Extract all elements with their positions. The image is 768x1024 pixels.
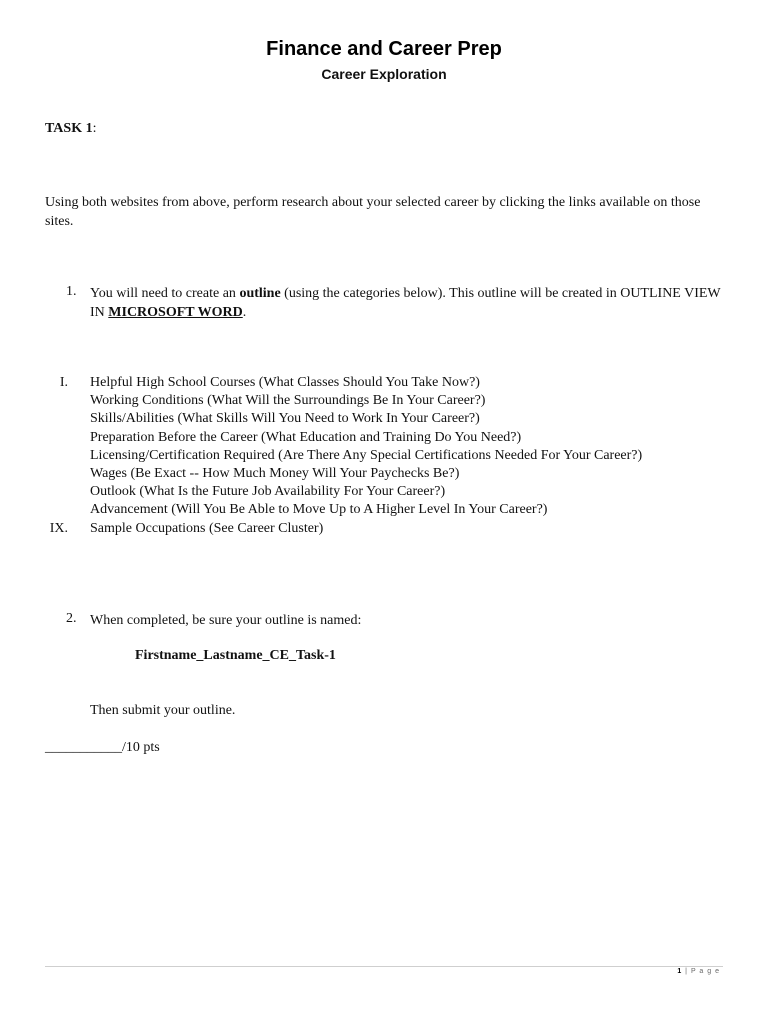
- outline-item: [0, 483, 768, 501]
- outline-item-text: Helpful High School Courses (What Classes Should You Take Now?): [90, 375, 480, 390]
- outline-item-text: Outlook (What Is the Future Job Availability For Your Career?): [90, 484, 446, 500]
- outline-item-text: Sample Occupations (See Career Cluster): [90, 520, 324, 536]
- outline-item-text: Advancement (Will You Be Able to Move Up to A Higher Level In Your Career?): [90, 502, 548, 518]
- step-2-number: 2.: [66, 611, 77, 626]
- step-1-text-a: You will need to create an: [90, 286, 240, 301]
- career-outline-list: [0, 374, 768, 538]
- task-label: TASK 1: [45, 121, 93, 136]
- step-1-number: 1.: [66, 284, 77, 299]
- task-colon: :: [92, 121, 97, 136]
- intro-paragraph: Using both websites from above, perform research about your selected career by clicking the links available on those sites.: [45, 195, 701, 229]
- outline-item: [0, 520, 768, 538]
- document-subtitle: Career Exploration: [321, 66, 447, 82]
- outline-item: [0, 374, 768, 392]
- outline-item: [0, 501, 768, 519]
- outline-item: [0, 429, 768, 447]
- outline-item: [0, 447, 768, 465]
- outline-item-text: Licensing/Certification Required (Are There Any Special Certifications Needed For Your Career?): [90, 447, 643, 463]
- outline-item: [0, 392, 768, 410]
- step-1-bold-word: outline: [239, 286, 281, 301]
- task-heading: [45, 121, 96, 137]
- document-title: Finance and Career Prep: [266, 38, 502, 60]
- outline-item-number: I.: [59, 375, 68, 390]
- step-2-text: When completed, be sure your outline is named:: [90, 613, 362, 628]
- outline-item-number: IX.: [49, 520, 68, 536]
- step-1-text: [90, 284, 730, 322]
- step-1-underlined: MICROSOFT WORD: [108, 305, 243, 320]
- required-filename: Firstname_Lastname_CE_Task-1: [135, 648, 336, 663]
- outline-item-text: Wages (Be Exact -- How Much Money Will Your Paychecks Be?): [90, 465, 460, 481]
- outline-item: [0, 465, 768, 483]
- outline-item: [0, 410, 768, 428]
- page-label: P a g e: [690, 968, 720, 975]
- page-separator: |: [682, 968, 691, 975]
- step-1-text-b: (using the categories below). This outline will be created in OUTLINE VIEW IN: [90, 286, 721, 320]
- outline-item-text: Working Conditions (What Will the Surroundings Be In Your Career?): [90, 393, 486, 409]
- score-line: ___________/10 pts: [45, 740, 160, 755]
- step-1-text-c: .: [242, 305, 247, 320]
- page-footer: [677, 968, 720, 975]
- outline-item-text: Preparation Before the Career (What Education and Training Do You Need?): [90, 429, 522, 445]
- submit-instruction: Then submit your outline.: [90, 703, 236, 718]
- footer-divider: [45, 966, 723, 967]
- outline-item-text: Skills/Abilities (What Skills Will You Need to Work In Your Career?): [90, 411, 480, 427]
- page-number: 1: [677, 968, 683, 975]
